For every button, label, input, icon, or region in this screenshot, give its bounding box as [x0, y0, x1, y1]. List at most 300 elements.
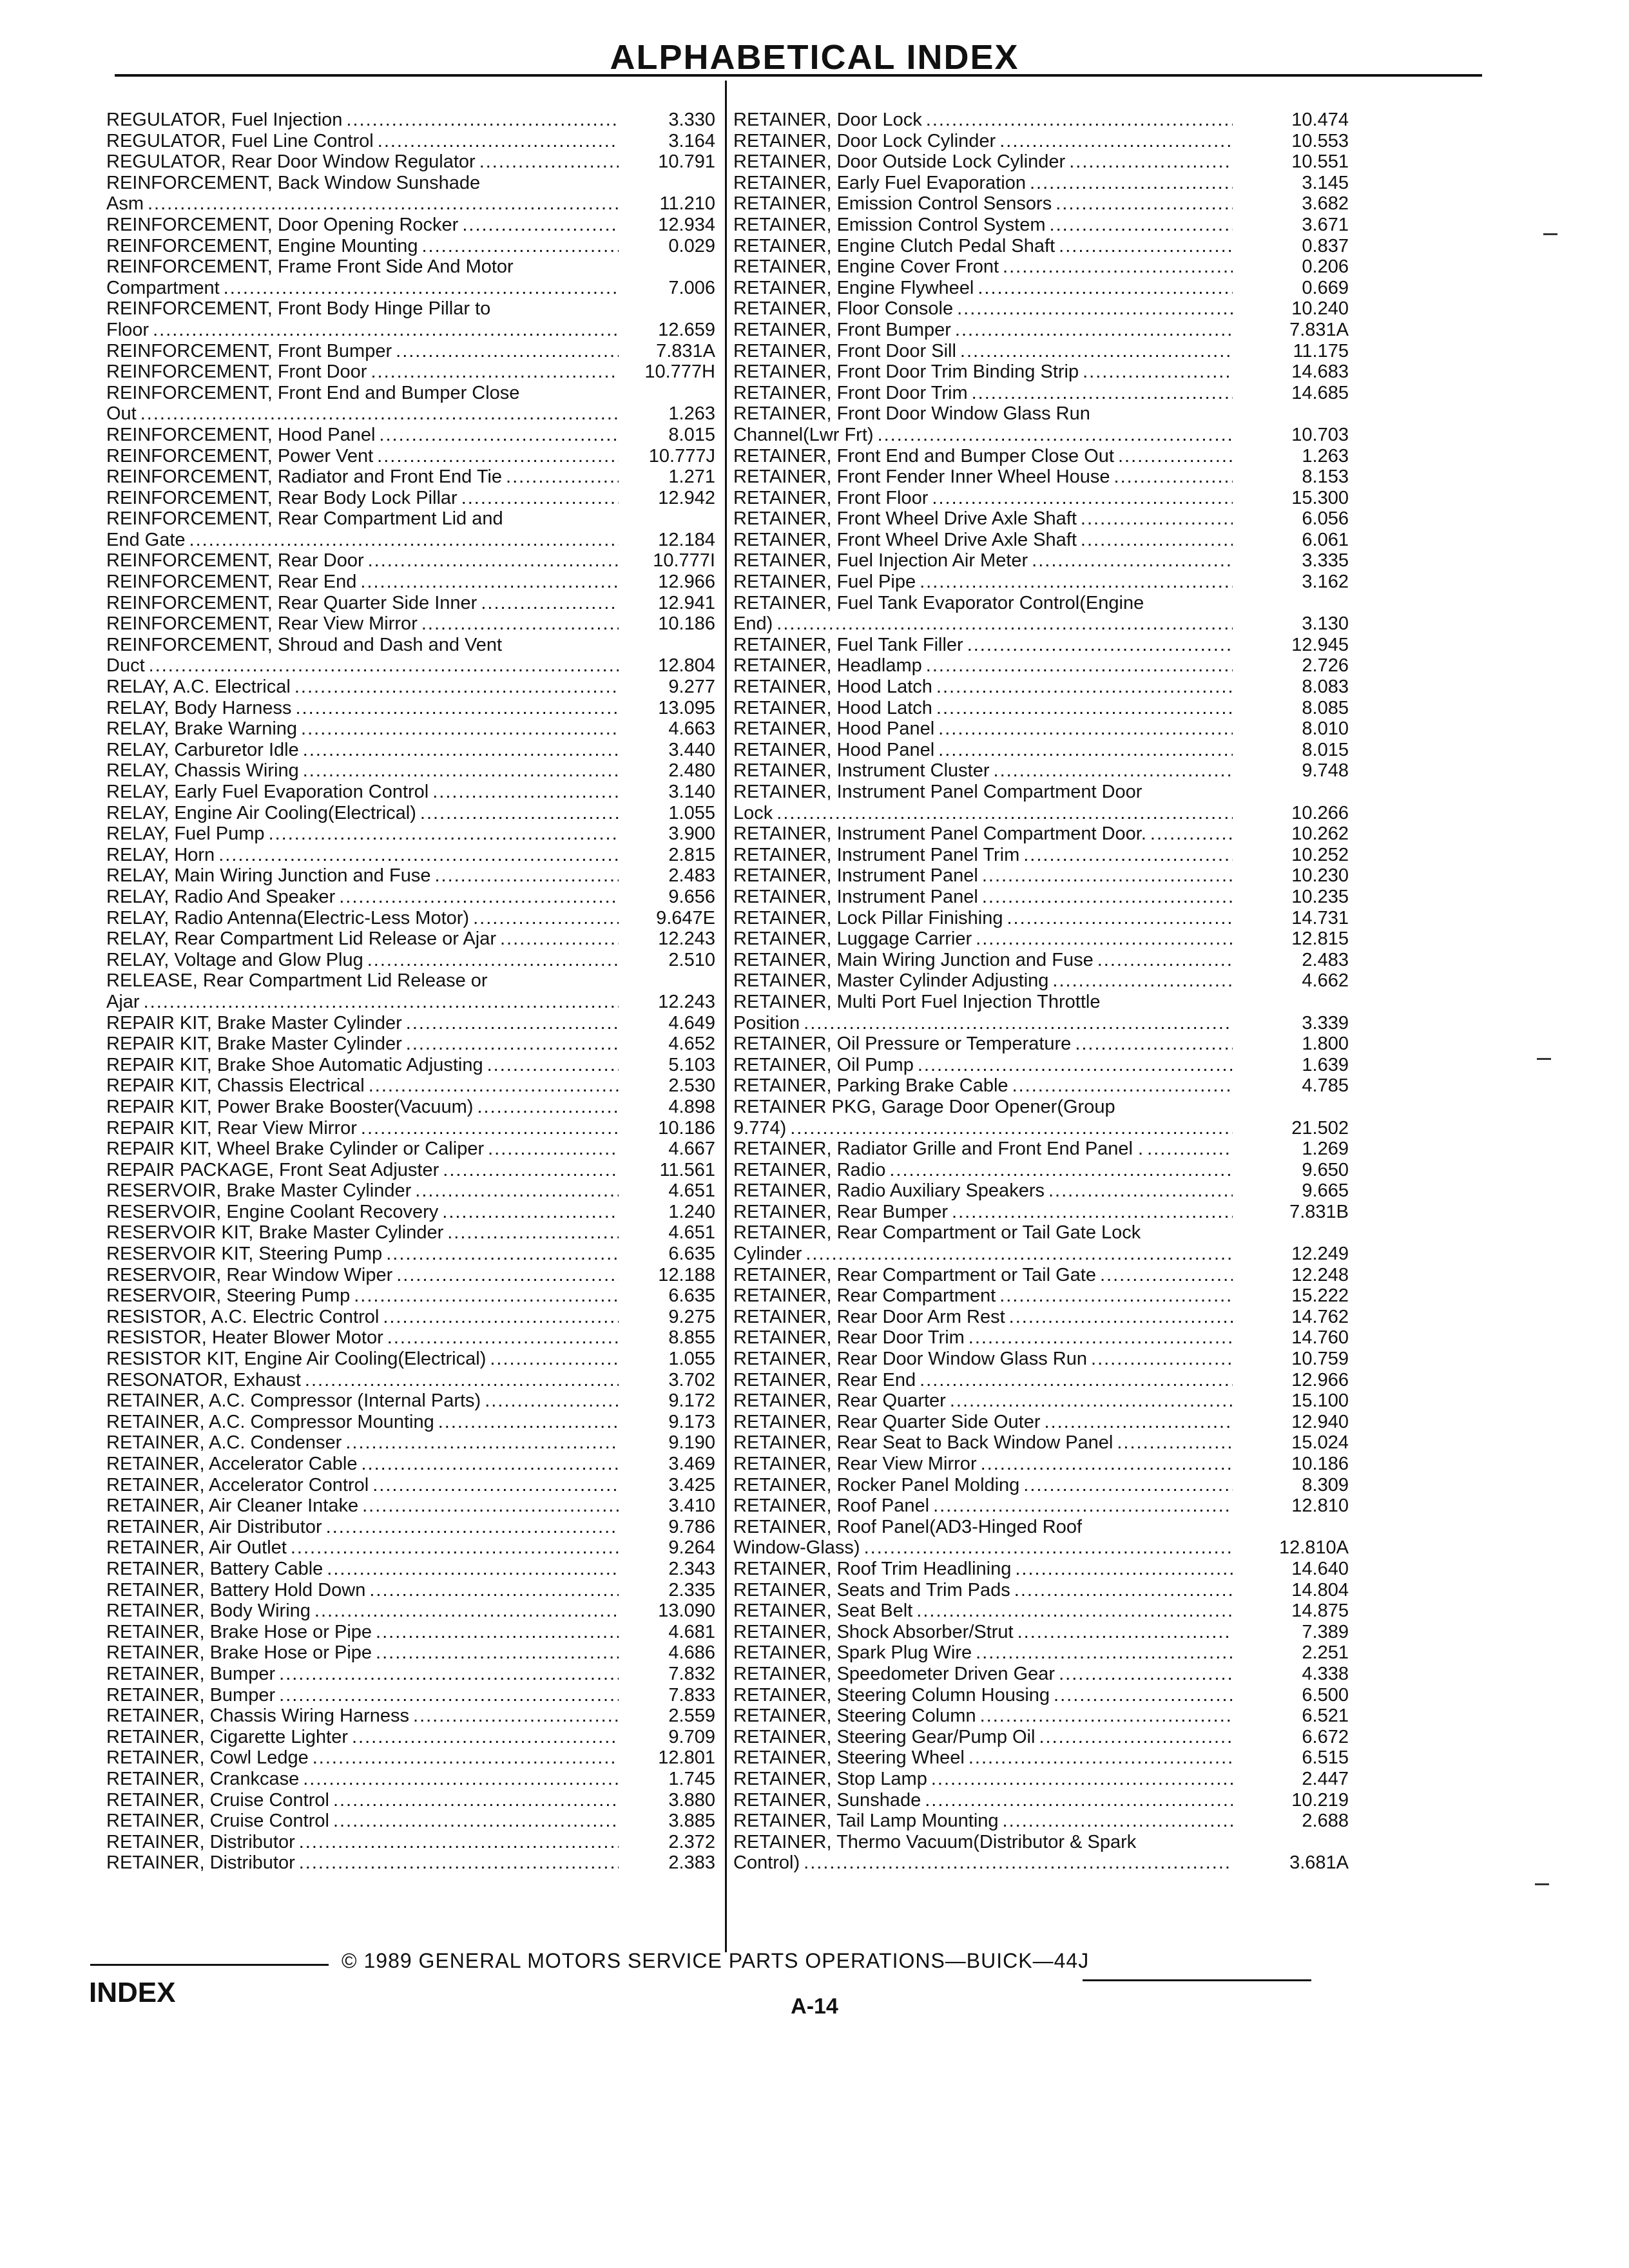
- index-entry-name: RETAINER, Steering Column: [733, 1706, 980, 1726]
- index-entry: [733, 1706, 1349, 1727]
- index-entry: [106, 1390, 715, 1412]
- index-entry: [106, 1412, 715, 1433]
- index-entry-name: RETAINER, Shock Absorber/Strut: [733, 1622, 1017, 1642]
- index-entry: [106, 361, 715, 383]
- index-entry-name: REINFORCEMENT, Engine Mounting: [106, 236, 422, 256]
- index-entry-name: RETAINER, Rear Compartment or Tail Gate Lock Cylinder: [733, 1222, 1141, 1265]
- index-entry-name: RETAINER, Engine Cover Front: [733, 256, 1003, 277]
- index-entry-name: RETAINER, Engine Clutch Pedal Shaft: [733, 236, 1059, 256]
- index-entry-page-ref: 10.791: [658, 151, 715, 173]
- index-entry: [733, 1139, 1349, 1160]
- index-entry: [733, 488, 1349, 509]
- index-entry-page-ref: 14.731: [1291, 907, 1349, 928]
- index-entry: [106, 1642, 715, 1664]
- index-entry-name: RETAINER, Headlamp: [733, 655, 926, 676]
- index-entry-page-ref: 10.703: [1291, 424, 1349, 445]
- index-entry-page-ref: 12.188: [658, 1264, 715, 1285]
- index-entry-name: RETAINER, Cruise Control: [106, 1811, 333, 1831]
- index-entry-page-ref: 1.271: [668, 466, 715, 488]
- index-entry-page-ref: 3.681A: [1289, 1852, 1349, 1874]
- index-entry-name: REINFORCEMENT, Rear Compartment Lid and End Gate: [106, 508, 503, 550]
- index-entry-page-ref: 9.709: [668, 1726, 715, 1747]
- index-entry-name: RELAY, Brake Warning: [106, 718, 301, 739]
- index-entry: [106, 1706, 715, 1727]
- index-entry: [106, 1811, 715, 1832]
- index-entry: [733, 236, 1349, 257]
- index-entry-page-ref: 12.248: [1291, 1264, 1349, 1285]
- index-entry-page-ref: 12.966: [1291, 1369, 1349, 1390]
- index-entry-page-ref: 14.683: [1291, 361, 1349, 383]
- index-entry: [733, 572, 1349, 593]
- index-entry-page-ref: 9.277: [668, 677, 715, 698]
- index-entry-name: RETAINER, Air Cleaner Intake: [106, 1495, 362, 1516]
- index-entry-name: RETAINER, Front Floor: [733, 488, 932, 508]
- index-entry-page-ref: 21.502: [1291, 1117, 1349, 1139]
- copyright-line: © 1989 GENERAL MOTORS SERVICE PARTS OPERATIONS—BUICK—44J: [342, 1949, 1090, 1972]
- index-entry-name: RETAINER, Parking Brake Cable: [733, 1075, 1012, 1096]
- index-entry: [733, 1811, 1349, 1832]
- index-entry: [733, 1790, 1349, 1811]
- index-entry: [733, 908, 1349, 929]
- index-entry-page-ref: 7.831A: [1289, 319, 1349, 340]
- index-entry-name: RETAINER, Front Bumper: [733, 320, 955, 340]
- index-entry: [106, 1075, 715, 1097]
- index-entry: [106, 635, 715, 677]
- index-entry-page-ref: 12.659: [658, 319, 715, 340]
- index-entry-name: RELAY, Main Wiring Junction and Fuse: [106, 865, 434, 886]
- index-entry-name: RETAINER, Oil Pump: [733, 1055, 918, 1075]
- page-number: A-14: [791, 1994, 838, 2019]
- index-entry-name: REINFORCEMENT, Front Door: [106, 361, 371, 382]
- index-entry: [733, 1265, 1349, 1286]
- index-entry: [733, 1517, 1349, 1559]
- index-entry: [733, 760, 1349, 782]
- index-entry-page-ref: 1.263: [668, 403, 715, 425]
- index-entry: [733, 1559, 1349, 1580]
- index-entry-name: REPAIR PACKAGE, Front Seat Adjuster: [106, 1160, 443, 1180]
- index-entry: [106, 1118, 715, 1139]
- index-entry-page-ref: 8.015: [1302, 739, 1349, 760]
- index-entry-name: RETAINER, Radio: [733, 1160, 889, 1180]
- index-entry-name: REGULATOR, Rear Door Window Regulator: [106, 151, 479, 172]
- index-entry-page-ref: 15.024: [1291, 1432, 1349, 1454]
- index-entry-page-ref: 3.900: [668, 823, 715, 845]
- index-entry: [733, 403, 1349, 445]
- index-entry-name: RESERVOIR, Rear Window Wiper: [106, 1265, 396, 1285]
- index-entry-page-ref: 3.440: [668, 739, 715, 760]
- index-entry: [106, 970, 715, 1012]
- index-entry-name: RETAINER, Fuel Injection Air Meter: [733, 550, 1032, 571]
- index-entry-page-ref: 12.934: [658, 214, 715, 235]
- index-entry-page-ref: 1.055: [668, 802, 715, 823]
- index-entry-page-ref: 12.801: [658, 1747, 715, 1769]
- index-entry-name: RETAINER, Multi Port Fuel Injection Throttle Position: [733, 991, 1101, 1033]
- index-entry-name: RETAINER, Instrument Panel Compartment Door.: [733, 823, 1150, 844]
- index-entry: [106, 1202, 715, 1223]
- index-entry: [733, 1727, 1349, 1748]
- index-entry: [733, 1832, 1349, 1874]
- index-entry-page-ref: 10.262: [1291, 823, 1349, 845]
- index-entry-page-ref: 14.875: [1291, 1600, 1349, 1622]
- index-entry: [733, 1055, 1349, 1076]
- index-entry: [106, 1852, 715, 1874]
- margin-mark: [1537, 1058, 1551, 1060]
- index-entry-name: REGULATOR, Fuel Line Control: [106, 131, 378, 151]
- index-entry-name: RELAY, Horn: [106, 845, 218, 865]
- index-entry-page-ref: 12.184: [658, 529, 715, 550]
- index-entry: [106, 131, 715, 152]
- index-entry-name: RETAINER, Master Cylinder Adjusting: [733, 970, 1052, 991]
- footer-rule-left: [90, 1964, 329, 1966]
- index-entry-page-ref: 0.837: [1302, 235, 1349, 256]
- index-entry-name: RETAINER, Tail Lamp Mounting: [733, 1811, 1003, 1831]
- index-entry-name: RETAINER, Rear Compartment or Tail Gate: [733, 1265, 1100, 1285]
- index-entry-name: RELAY, A.C. Electrical: [106, 677, 294, 697]
- index-entry-page-ref: 9.275: [668, 1306, 715, 1327]
- index-entry-page-ref: 13.090: [658, 1600, 715, 1622]
- index-entry: [106, 425, 715, 446]
- index-entry-page-ref: 1.269: [1302, 1139, 1349, 1160]
- index-entry-name: RETAINER, Front Door Window Glass Run Channel(Lwr Frt): [733, 403, 1090, 445]
- index-entry-page-ref: 3.682: [1302, 193, 1349, 215]
- index-entry: [106, 1139, 715, 1160]
- index-entry-page-ref: 10.219: [1291, 1789, 1349, 1811]
- index-entry-name: RETAINER, Hood Panel: [733, 740, 938, 760]
- index-entry-name: REINFORCEMENT, Front End and Bumper Close Out: [106, 382, 520, 425]
- index-entry: [733, 677, 1349, 698]
- index-entry-name: RETAINER, Hood Latch: [733, 677, 936, 697]
- index-entry-name: RETAINER, Air Outlet: [106, 1537, 291, 1558]
- index-entry: [106, 488, 715, 509]
- index-entry-page-ref: 8.085: [1302, 697, 1349, 718]
- index-entry-name: RESONATOR, Exhaust: [106, 1370, 305, 1390]
- index-entry: [106, 341, 715, 362]
- index-entry-page-ref: 10.186: [658, 1117, 715, 1139]
- index-entry: [733, 1769, 1349, 1790]
- index-entry-name: REINFORCEMENT, Rear Body Lock Pillar: [106, 488, 461, 508]
- index-entry: [733, 1600, 1349, 1622]
- index-entry-name: RETAINER, Hood Latch: [733, 698, 936, 718]
- index-entry: [106, 572, 715, 593]
- index-entry: [106, 1559, 715, 1580]
- index-entry: [106, 1454, 715, 1475]
- index-entry-name: RELAY, Fuel Pump: [106, 823, 269, 844]
- index-entry-name: REPAIR KIT, Rear View Mirror: [106, 1118, 361, 1139]
- index-entry: [106, 298, 715, 340]
- index-entry-page-ref: 8.010: [1302, 718, 1349, 740]
- index-entry-name: RETAINER, Steering Gear/Pump Oil: [733, 1727, 1039, 1747]
- index-entry-page-ref: 11.175: [1293, 340, 1349, 361]
- index-entry-page-ref: 9.748: [1302, 760, 1349, 782]
- index-entry-name: REINFORCEMENT, Frame Front Side And Motor Compartment: [106, 256, 514, 298]
- index-entry-name: RETAINER, Accelerator Control: [106, 1475, 372, 1495]
- index-entry-name: RELAY, Radio Antenna(Electric-Less Motor): [106, 908, 473, 928]
- index-entry: [106, 1222, 715, 1244]
- index-entry-page-ref: 6.061: [1302, 529, 1349, 550]
- index-entry: [106, 446, 715, 467]
- index-entry: [733, 1307, 1349, 1328]
- index-entry: [733, 655, 1349, 677]
- index-entry: [106, 1747, 715, 1769]
- index-entry-name: RETAINER, Front Door Trim Binding Strip: [733, 361, 1083, 382]
- index-entry: [106, 1033, 715, 1055]
- index-entry: [733, 1622, 1349, 1643]
- index-entry-page-ref: 7.832: [668, 1663, 715, 1684]
- index-entry: [733, 928, 1349, 950]
- index-entry: [733, 383, 1349, 404]
- index-entry: [733, 341, 1349, 362]
- index-entry-name: REINFORCEMENT, Front Bumper: [106, 341, 396, 361]
- index-entry: [733, 446, 1349, 467]
- index-entry-name: RETAINER, Fuel Pipe: [733, 572, 920, 592]
- index-entry-page-ref: 7.833: [668, 1684, 715, 1706]
- index-entry: [106, 173, 715, 215]
- index-entry-page-ref: 6.521: [1302, 1706, 1349, 1727]
- index-entry-name: RESISTOR KIT, Engine Air Cooling(Electrical): [106, 1349, 490, 1369]
- index-entry: [106, 718, 715, 740]
- index-entry: [733, 992, 1349, 1033]
- index-entry: [106, 1307, 715, 1328]
- index-entry-page-ref: 4.649: [668, 1012, 715, 1033]
- index-entry-name: RELAY, Rear Compartment Lid Release or Ajar: [106, 928, 500, 949]
- index-entry-page-ref: 9.173: [668, 1411, 715, 1432]
- index-entry-name: REINFORCEMENT, Power Vent: [106, 446, 377, 466]
- index-entry-name: REPAIR KIT, Wheel Brake Cylinder or Caliper: [106, 1139, 488, 1159]
- index-entry: [733, 1432, 1349, 1454]
- index-entry-page-ref: 3.145: [1302, 172, 1349, 193]
- index-entry: [106, 803, 715, 824]
- index-entry-page-ref: 9.650: [1302, 1159, 1349, 1180]
- index-entry-name: RETAINER, Rear View Mirror: [733, 1454, 981, 1474]
- index-entry-name: RETAINER, Early Fuel Evaporation: [733, 173, 1030, 193]
- index-entry-name: REINFORCEMENT, Rear Quarter Side Inner: [106, 593, 481, 613]
- index-entry-page-ref: 3.880: [668, 1789, 715, 1811]
- index-entry: [106, 1664, 715, 1685]
- index-entry-page-ref: 10.240: [1291, 298, 1349, 320]
- index-entry-page-ref: 10.777H: [644, 361, 715, 383]
- index-entry: [733, 466, 1349, 488]
- index-entry-name: RETAINER, Steering Wheel: [733, 1747, 969, 1768]
- index-entry-name: RETAINER, Battery Hold Down: [106, 1580, 369, 1600]
- index-entry-page-ref: 9.647E: [656, 907, 715, 928]
- index-entry-page-ref: 2.335: [668, 1579, 715, 1600]
- index-entry-name: REPAIR KIT, Power Brake Booster(Vacuum): [106, 1097, 477, 1117]
- index-entry-page-ref: 3.410: [668, 1495, 715, 1517]
- index-entry-name: REPAIR KIT, Chassis Electrical: [106, 1075, 369, 1096]
- index-entry-page-ref: 8.083: [1302, 677, 1349, 698]
- index-entry-name: RETAINER, Door Outside Lock Cylinder: [733, 151, 1069, 172]
- index-entry: [106, 928, 715, 950]
- index-entry-page-ref: 7.389: [1302, 1621, 1349, 1642]
- index-entry: [106, 1622, 715, 1643]
- index-entry-name: RETAINER, Steering Column Housing: [733, 1685, 1054, 1706]
- index-entry: [733, 1580, 1349, 1601]
- index-entry-page-ref: 8.015: [668, 424, 715, 445]
- index-entry: [733, 887, 1349, 908]
- index-entry-name: RETAINER, Distributor: [106, 1852, 299, 1873]
- index-entry: [733, 718, 1349, 740]
- index-entry: [106, 508, 715, 550]
- index-entry-page-ref: 9.786: [668, 1516, 715, 1537]
- index-entry-page-ref: 10.759: [1291, 1349, 1349, 1370]
- index-entry-page-ref: 10.266: [1291, 802, 1349, 823]
- index-entry: [106, 1475, 715, 1496]
- index-entry-name: RELAY, Early Fuel Evaporation Control: [106, 782, 432, 802]
- index-entry-page-ref: 10.252: [1291, 844, 1349, 865]
- index-entry-name: REPAIR KIT, Brake Master Cylinder: [106, 1013, 406, 1033]
- index-entry-name: RETAINER, Rear Quarter Side Outer: [733, 1412, 1045, 1432]
- index-entry-name: RETAINER, Rear Door Arm Rest: [733, 1307, 1009, 1327]
- index-entry-name: REINFORCEMENT, Back Window Sunshade Asm: [106, 172, 481, 215]
- index-entry: [733, 110, 1349, 131]
- index-entry-name: RELAY, Carburetor Idle: [106, 740, 303, 760]
- index-entry: [733, 698, 1349, 719]
- index-entry-page-ref: 9.656: [668, 886, 715, 907]
- index-entry: [733, 823, 1349, 845]
- index-entry-name: RETAINER, Emission Control Sensors: [733, 193, 1055, 214]
- index-entry-page-ref: 9.264: [668, 1537, 715, 1559]
- index-entry: [106, 1370, 715, 1391]
- index-entry-name: RETAINER, Front Fender Inner Wheel House: [733, 466, 1114, 487]
- index-entry: [733, 1180, 1349, 1202]
- header-rule: [115, 74, 1482, 77]
- index-entry: [733, 1370, 1349, 1391]
- index-entry-page-ref: 2.343: [668, 1558, 715, 1579]
- index-entry: [106, 236, 715, 257]
- index-entry-page-ref: 12.243: [658, 991, 715, 1012]
- index-entry-page-ref: 1.745: [668, 1768, 715, 1789]
- index-entry-page-ref: 11.210: [659, 193, 715, 215]
- index-entry-page-ref: 4.681: [668, 1621, 715, 1642]
- index-entry: [733, 131, 1349, 152]
- index-entry-name: RETAINER PKG, Garage Door Opener(Group 9.774): [733, 1096, 1115, 1139]
- index-entry: [733, 1685, 1349, 1706]
- index-entry-name: RETAINER, Front End and Bumper Close Out: [733, 446, 1118, 466]
- index-entry-name: RETAINER, Thermo Vacuum(Distributor & Spark Control): [733, 1831, 1137, 1874]
- index-entry-name: RETAINER, Rear Seat to Back Window Panel: [733, 1432, 1117, 1453]
- index-entry-name: RELAY, Chassis Wiring: [106, 760, 303, 781]
- index-entry: [106, 613, 715, 635]
- index-entry-page-ref: 2.510: [668, 949, 715, 970]
- index-entry: [733, 1495, 1349, 1517]
- index-entry-page-ref: 14.762: [1291, 1306, 1349, 1327]
- index-entry-name: RETAINER, Chassis Wiring Harness: [106, 1706, 413, 1726]
- index-entry: [733, 1412, 1349, 1433]
- index-entry: [733, 1642, 1349, 1664]
- index-entry-page-ref: 3.335: [1302, 550, 1349, 572]
- index-entry-name: RELAY, Voltage and Glow Plug: [106, 950, 367, 970]
- index-entry: [733, 845, 1349, 866]
- index-entry-page-ref: 2.251: [1302, 1642, 1349, 1664]
- index-entry: [733, 593, 1349, 635]
- index-entry: [106, 1727, 715, 1748]
- index-entry: [733, 1202, 1349, 1223]
- index-entry-name: RETAINER, Instrument Cluster: [733, 760, 994, 781]
- index-entry-page-ref: 10.186: [1291, 1454, 1349, 1474]
- index-entry: [733, 550, 1349, 572]
- index-entry-page-ref: 9.190: [668, 1432, 715, 1454]
- index-entry-page-ref: 14.640: [1291, 1558, 1349, 1579]
- index-entry: [733, 1475, 1349, 1496]
- index-entry: [106, 823, 715, 845]
- index-entry-page-ref: 6.500: [1302, 1684, 1349, 1706]
- index-entry-name: RESERVOIR, Engine Coolant Recovery: [106, 1202, 442, 1222]
- index-entry: [106, 466, 715, 488]
- index-entry: [106, 1327, 715, 1349]
- index-entry-name: RETAINER, Radio Auxiliary Speakers: [733, 1180, 1048, 1201]
- index-entry-page-ref: 12.940: [1291, 1411, 1349, 1432]
- index-entry-page-ref: 10.777I: [653, 550, 715, 572]
- index-entry-page-ref: 3.702: [668, 1369, 715, 1390]
- index-entry-page-ref: 10.553: [1291, 130, 1349, 151]
- index-entry-name: RETAINER, Seats and Trim Pads: [733, 1580, 1014, 1600]
- index-entry-page-ref: 15.100: [1291, 1390, 1349, 1412]
- index-entry: [106, 1160, 715, 1181]
- index-entry: [106, 1769, 715, 1790]
- index-entry: [106, 1097, 715, 1118]
- index-entry-page-ref: 4.651: [668, 1222, 715, 1244]
- index-entry: [733, 1327, 1349, 1349]
- index-entry-page-ref: 10.235: [1291, 886, 1349, 907]
- index-entry-name: RETAINER, Front Door Trim: [733, 383, 972, 403]
- index-entry-page-ref: 2.530: [668, 1075, 715, 1097]
- index-entry-page-ref: 2.815: [668, 844, 715, 865]
- index-entry-name: RETAINER, Instrument Panel: [733, 887, 982, 907]
- index-entry-name: RETAINER, Brake Hose or Pipe: [106, 1622, 376, 1642]
- index-entry-name: RETAINER, Rear Door Trim: [733, 1327, 969, 1348]
- index-entry: [733, 1390, 1349, 1412]
- index-column-right: [733, 110, 1349, 1874]
- index-entry-page-ref: 12.243: [658, 928, 715, 950]
- index-entry-page-ref: 6.515: [1302, 1747, 1349, 1769]
- footer-rule-right: [1083, 1979, 1311, 1981]
- index-entry: [106, 887, 715, 908]
- index-entry-page-ref: 2.480: [668, 760, 715, 782]
- index-entry-page-ref: 3.469: [668, 1454, 715, 1474]
- index-entry-name: RETAINER, Crankcase: [106, 1769, 303, 1789]
- index-entry-name: RETAINER, Door Lock Cylinder: [733, 131, 999, 151]
- index-entry-name: RELAY, Body Harness: [106, 698, 295, 718]
- index-entry: [106, 865, 715, 887]
- index-entry: [733, 1349, 1349, 1370]
- index-entry-page-ref: 7.831A: [656, 340, 715, 361]
- index-entry: [733, 782, 1349, 823]
- index-entry-name: RETAINER, Rear Bumper: [733, 1202, 952, 1222]
- index-entry: [106, 1517, 715, 1538]
- index-entry: [733, 298, 1349, 320]
- index-entry-name: RETAINER, Roof Panel(AD3-Hinged Roof Window-Glass): [733, 1516, 1083, 1559]
- index-entry-name: RETAINER, Fuel Tank Filler: [733, 635, 967, 655]
- index-entry-page-ref: 14.685: [1291, 382, 1349, 403]
- index-entry: [106, 1013, 715, 1034]
- index-entry-page-ref: 6.672: [1302, 1726, 1349, 1747]
- index-entry: [106, 782, 715, 803]
- index-entry-name: RETAINER, A.C. Condenser: [106, 1432, 345, 1453]
- index-entry-page-ref: 3.339: [1302, 1012, 1349, 1033]
- index-entry: [733, 151, 1349, 173]
- column-divider: [725, 81, 727, 1952]
- index-entry-name: RESISTOR, A.C. Electric Control: [106, 1307, 383, 1327]
- index-entry: [733, 1033, 1349, 1055]
- index-entry: [733, 278, 1349, 299]
- index-entry-name: RETAINER, Door Lock: [733, 110, 926, 130]
- index-entry-name: RETAINER, Rocker Panel Molding: [733, 1475, 1023, 1495]
- index-entry: [733, 635, 1349, 656]
- index-entry: [106, 1432, 715, 1454]
- index-entry: [106, 950, 715, 971]
- index-entry: [106, 110, 715, 131]
- index-entry-name: RETAINER, Main Wiring Junction and Fuse: [733, 950, 1097, 970]
